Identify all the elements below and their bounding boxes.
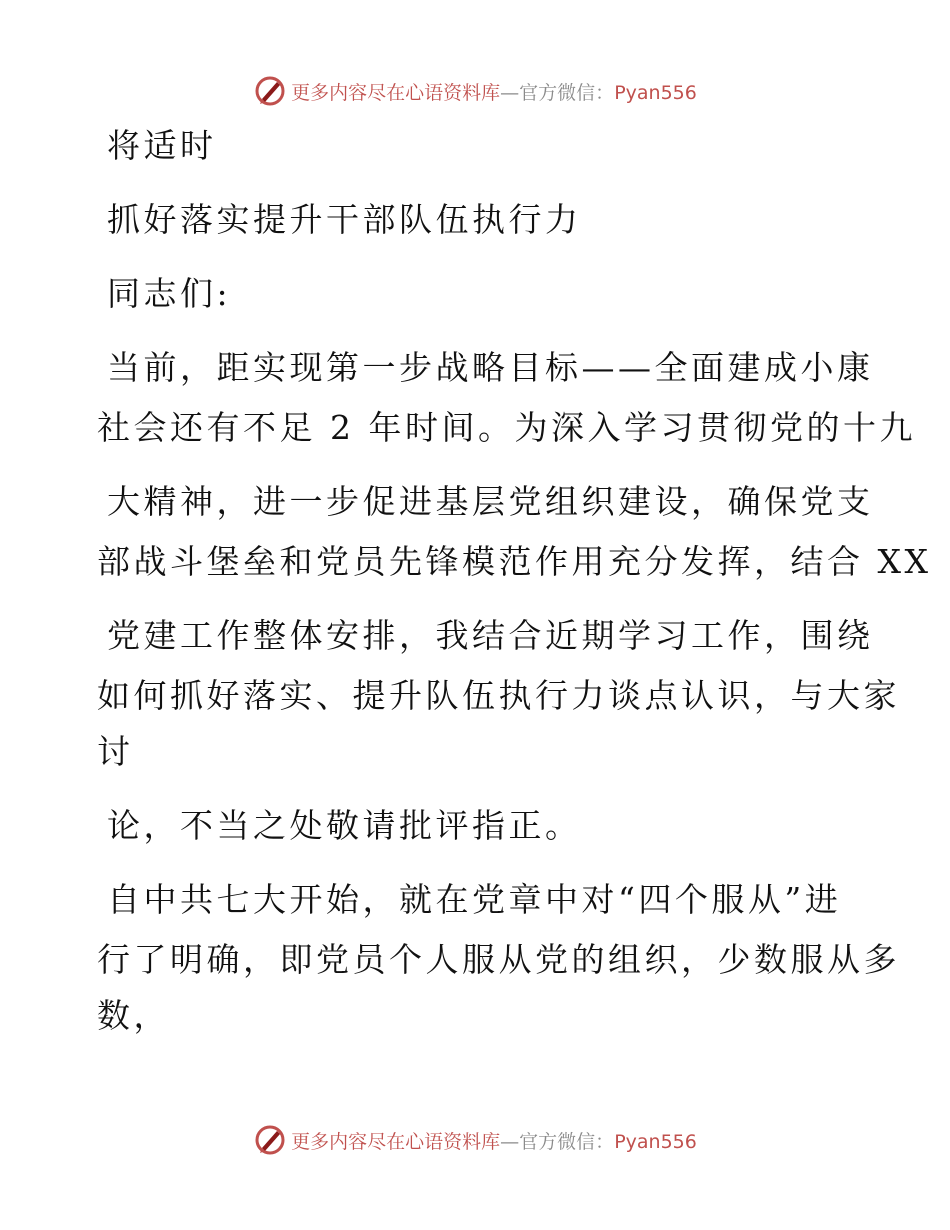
- doc-line-2: 抓好落实提升干部队伍执行力: [107, 200, 582, 239]
- doc-line-11: 论，不当之处敬请批评指正。: [107, 806, 582, 845]
- doc-line-14: 数，: [97, 996, 170, 1035]
- watermark-dash: —: [500, 1130, 520, 1153]
- watermark-text: [291, 1127, 697, 1154]
- watermark-id: Pyan556: [614, 81, 697, 104]
- watermark-dash: —: [500, 81, 520, 104]
- watermark-sub: 官方微信：: [519, 81, 615, 104]
- doc-line-4: 当前，距实现第一步战略目标——全面建成小康: [107, 348, 874, 387]
- watermark-sub: 官方微信：: [519, 1130, 615, 1153]
- doc-line-5: 社会还有不足 2 年时间。为深入学习贯彻党的十九: [97, 408, 916, 447]
- watermark-main: 更多内容尽在心语资料库: [291, 1130, 501, 1153]
- doc-line-12: 自中共七大开始，就在党章中对“四个服从”进: [107, 880, 842, 919]
- doc-line-13: 行了明确，即党员个人服从党的组织，少数服从多: [97, 940, 900, 979]
- doc-line-9: 如何抓好落实、提升队伍执行力谈点认识，与大家: [97, 676, 900, 715]
- doc-line-3: 同志们:: [107, 274, 232, 313]
- doc-line-8: 党建工作整体安排，我结合近期学习工作，围绕: [107, 616, 874, 655]
- footer-watermark: [0, 1120, 950, 1160]
- pen-logo-icon: [253, 1123, 287, 1157]
- doc-line-1: 将适时: [107, 126, 217, 165]
- watermark-main: 更多内容尽在心语资料库: [291, 81, 501, 104]
- doc-line-10: 讨: [97, 732, 134, 771]
- doc-line-7: 部战斗堡垒和党员先锋模范作用充分发挥，结合 XX: [97, 542, 932, 581]
- watermark-id: Pyan556: [614, 1130, 697, 1153]
- doc-line-6: 大精神，进一步促进基层党组织建设，确保党支: [107, 482, 874, 521]
